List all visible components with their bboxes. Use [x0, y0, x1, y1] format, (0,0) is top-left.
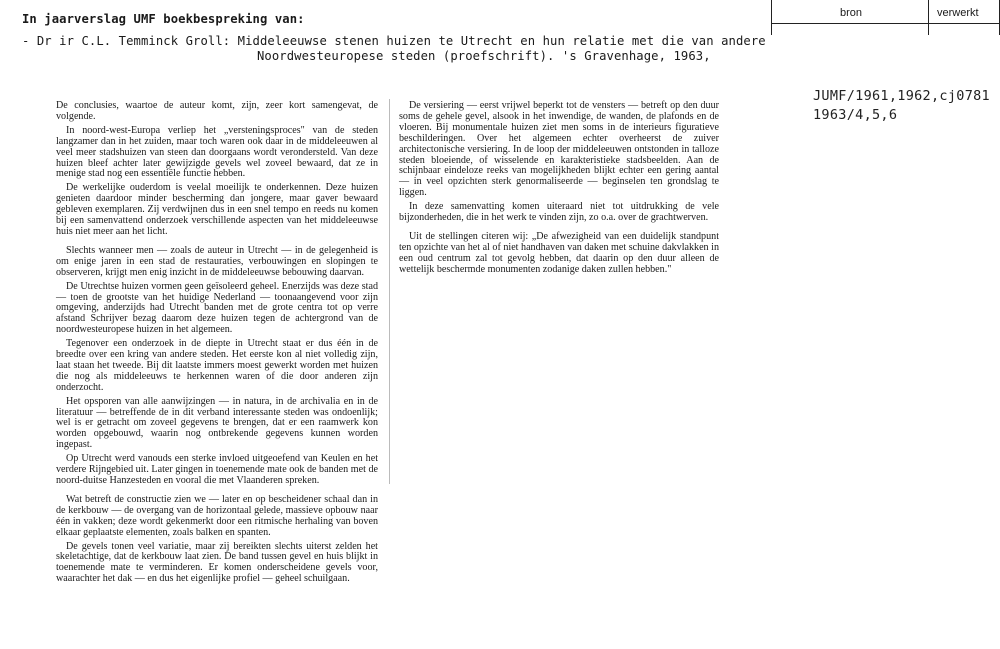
- paragraph: De conclusies, waartoe de auteur komt, zijn, zeer kort samengevat, de volgende.: [56, 100, 378, 122]
- review-text-right-column: [399, 101, 719, 279]
- header-citation-line-2: Noordwesteuropese steden (proefschrift). 's Gravenhage, 1963,: [257, 49, 711, 63]
- paragraph: Tegenover een onderzoek in de diepte in Utrecht staat er dus één in de breedte over een kring van andere steden. Het eerste kon al niet volledig zijn, laat staan het tweede. Bij dit laatste immers moest gewerkt worden met huizen die nog als middeleeuws te herkennen waren of die door anderen zijn onderzocht.: [56, 338, 378, 393]
- paragraph: Op Utrecht werd vanouds een sterke invloed uitgeoefend van Keulen en het verdere Rijngebied uit. Later gingen in toenemende mate ook de banden met de noord-duitse Hanzesteden en vooral die met Vlaanderen spreken.: [56, 453, 378, 486]
- header-title: In jaarverslag UMF boekbespreking van:: [22, 12, 305, 26]
- stamp-verwerkt-label: verwerkt: [937, 7, 979, 19]
- handwritten-reference-2: 1963/4,5,6: [813, 107, 898, 123]
- paragraph: De versiering — eerst vrijwel beperkt tot de vensters — betreft op den duur soms de gehele gevel, alsook in het inwendige, de wanden, de plafonds en de vloeren. Bij monumentale huizen ziet men soms in de interieurs figuratieve beschilderingen. Over het algemeen echter overheerst de zuiver architectonische versiering. In de loop der middeleeuwen ontstonden in talloze steden bloeiende, of wisselende en karakteristieke stadsbeelden. Aan de schijnbaar eindeloze reeks van mogelijkheden blijkt echter een gering aantal — in veel opzichten sterk genormaliseerde — beginselen ten grondslag te liggen.: [399, 100, 719, 199]
- stamp-divider: [771, 0, 772, 35]
- paragraph: In noord-west-Europa verliep het „versteningsproces" van de steden langzamer dan in het zuiden, maar toch waren ook daar in de middeleeuwen al veel meer stadshuizen van steen dan doorgaans wordt verondersteld. Van deze huizen bleef achter later gewijzigde gevels wel zoveel bewaard, dat ze in menige stad nog een essentiële functie hebben.: [56, 124, 378, 180]
- paragraph: De werkelijke ouderdom is veelal moeilijk te onderkennen. Deze huizen genieten daardoor minder bescherming dan jongere, maar gaver bewaard gebleven exemplaren. Zij verdwijnen dus in een snel tempo en reeds nu komen bij een samenvattend onderzoek verschillende aspecten van het middeleeuwse huis niet meer aan het licht.: [56, 182, 378, 237]
- header-citation-line-1: - Dr ir C.L. Temminck Groll: Middeleeuwse stenen huizen te Utrecht en hun relatie met die van andere: [22, 34, 766, 48]
- paragraph: De gevels tonen veel variatie, maar zij bereikten slechts uiterst zelden het skeletachtige, dat de kerkbouw laat zien. De band tussen gevel en huis blijkt in toenemende mate te verminderen. Er komen onderscheidene gevels voor, waarachter het dak — en dus het eigenlijke profiel — geheel schuilgaan.: [56, 540, 378, 585]
- stamp-divider: [928, 0, 929, 35]
- stamp-bron-label: bron: [840, 7, 863, 19]
- review-text-left-column: [56, 101, 378, 588]
- column-divider: [389, 99, 390, 484]
- paragraph: Slechts wanneer men — zoals de auteur in Utrecht — in de gelegenheid is om enige jaren in een stad de restauraties, verbouwingen en slopingen te observeren, krijgt men enig inzicht in de middeleeuwse bebouwing daarvan.: [56, 244, 378, 278]
- paragraph: Het opsporen van alle aanwijzingen — in natura, in de archivalia en in de literatuur — betreffende de in dit verband interessante steden was ondoenlijk; wel is er getracht om zoveel gegevens te brengen, dat er een raamwerk kon worden opgebouwd, waarin nog ontbrekende gegevens kunnen worden ingepast.: [56, 395, 378, 451]
- paragraph: Uit de stellingen citeren wij: „De afwezigheid van een duidelijk standpunt ten opzichte van het al of niet handhaven van daken met schuine dakvlakken in een oud centrum zal tot gevolg hebben, dat daarin op den duur alleen de wettelijk beschermde monumenten zodanige daken zullen hebben.": [399, 230, 719, 275]
- handwritten-reference-1: JUMF/1961,1962,cj0781: [813, 88, 990, 104]
- paragraph: In deze samenvatting komen uiteraard niet tot uitdrukking de vele bijzonderheden, die in het werk te vinden zijn, zo o.a. over de grachtwerven.: [399, 201, 719, 224]
- paragraph: De Utrechtse huizen vormen geen geïsoleerd geheel. Enerzijds was deze stad — toen de grootste van het huidige Nederland — toonaangevend voor zijn omgeving, anderzijds had Utrecht banden met de grote centra tot op verre afstand Schrijver bezag daarom deze huizen tegen de achtergrond van de noordwesteuropese huizen in het algemeen.: [56, 280, 378, 336]
- paragraph: Wat betreft de constructie zien we — later en op bescheidener schaal dan in de kerkbouw — de overgang van de horizontaal gelede, massieve opbouw naar één in vakken; deze wordt gekenmerkt door een ritmische herhaling van boven elkaar geplaatste elementen, zoals balken en spanten.: [56, 493, 378, 538]
